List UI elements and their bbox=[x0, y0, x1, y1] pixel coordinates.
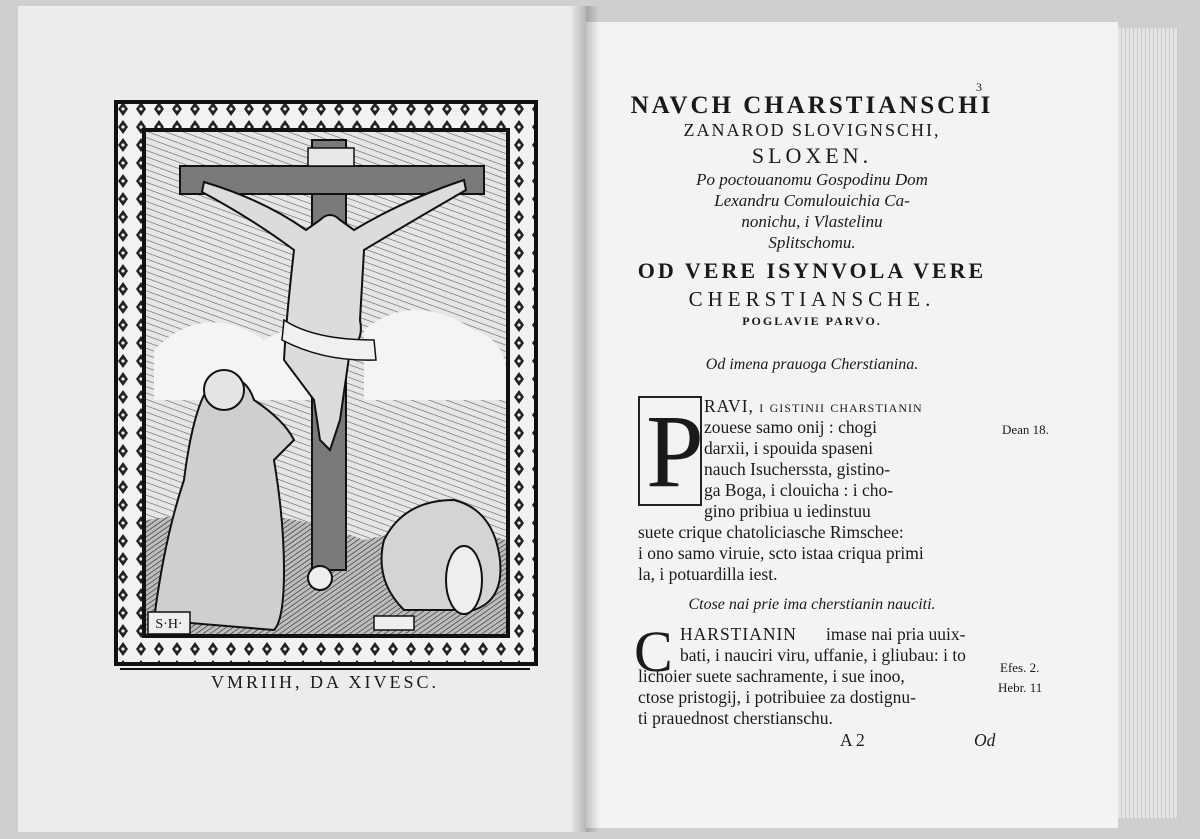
woodcut-initials: S·H· bbox=[155, 617, 183, 632]
s2-first-word: HARSTIANIN bbox=[680, 624, 797, 644]
catchword: Od bbox=[974, 730, 996, 750]
title-line-2: ZANAROD SLOVIGNSCHI, bbox=[683, 120, 941, 140]
title-line-4: Po poctouanomu Gospodinu Dom bbox=[696, 170, 928, 189]
signature-mark: A 2 bbox=[840, 730, 865, 750]
s1-line-1: RAVI, i gistinii charstianin bbox=[704, 396, 923, 416]
margin-note-hebr: Hebr. 11 bbox=[998, 680, 1043, 695]
s1-line-2: zouese samo onij : chogi bbox=[704, 417, 878, 437]
title-line-3: SLOXEN. bbox=[751, 143, 873, 168]
section-1-title: Od imena prauoga Cherstianina. bbox=[705, 356, 919, 373]
s2-line-4: ctose pristogij, i potribuiee za dostignu- bbox=[638, 687, 917, 707]
s2-line-3: lichoier suete sachramente, i sue inoo, bbox=[638, 666, 905, 686]
s1-line-6: gino pribiua u iedinstuu bbox=[704, 501, 871, 521]
s2-line-1: imase nai pria uuix- bbox=[826, 624, 966, 644]
s1-line-8: i ono samo viruie, scto istaa criqua primi bbox=[638, 543, 924, 563]
crucifixion-woodcut bbox=[114, 100, 538, 666]
woodcut-caption: VMRIIH, DA XIVESC. bbox=[120, 668, 530, 693]
title-line-5: Lexandru Comulouichia Ca- bbox=[714, 191, 910, 210]
s1-line-7: suete crique chatoliciasche Rimschee: bbox=[638, 522, 904, 542]
book-gutter bbox=[570, 6, 600, 832]
s1-line-4: nauch Isucherssta, gistino- bbox=[704, 459, 891, 479]
heading-line-1: OD VERE ISYNVOLA VERE bbox=[637, 258, 987, 283]
title-line-7: Splitschomu. bbox=[768, 233, 856, 252]
s1-line-5: ga Boga, i clouicha : i cho- bbox=[704, 480, 894, 500]
margin-note-dean: Dean 18. bbox=[1002, 422, 1049, 437]
heading-line-3: POGLAVIE PARVO. bbox=[742, 314, 882, 328]
margin-note-efes: Efes. 2. bbox=[1000, 660, 1040, 675]
drop-cap-c: C bbox=[634, 619, 673, 684]
s1-line-9: la, i potuardilla iest. bbox=[638, 564, 778, 584]
s2-line-5: ti prauednost cherstianschu. bbox=[638, 708, 833, 728]
s1-line-3: darxii, i spouida spaseni bbox=[704, 438, 874, 458]
page-number: 3 bbox=[976, 80, 982, 94]
s2-line-2: bati, i nauciri viru, uffanie, i gliubau: i to bbox=[680, 645, 966, 665]
section-2-title: Ctose nai prie ima cherstianin nauciti. bbox=[688, 596, 936, 613]
drop-cap-p: P bbox=[638, 396, 702, 506]
heading-line-2: CHERSTIANSCHE. bbox=[688, 287, 936, 311]
title-line-1: NAVCH CHARSTIANSCHI bbox=[630, 92, 994, 119]
title-line-6: nonichu, i Vlastelinu bbox=[741, 212, 883, 231]
page-edges bbox=[1118, 28, 1178, 818]
